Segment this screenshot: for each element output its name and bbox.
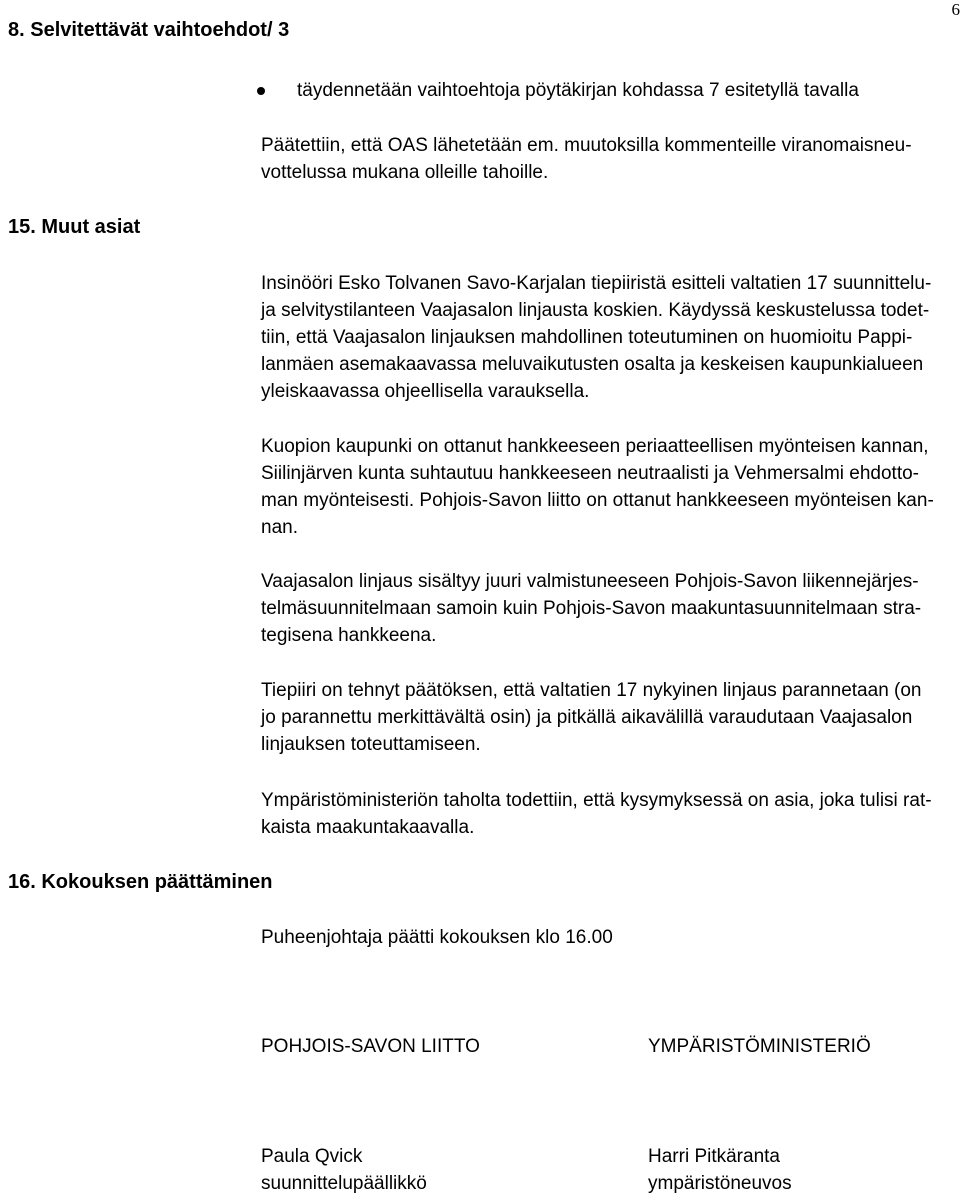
signature-org-right: YMPÄRISTÖMINISTERIÖ xyxy=(648,1036,871,1057)
bullet-text: täydennetään vaihtoehtoja pöytäkirjan kohdassa 7 esitetyllä tavalla xyxy=(297,80,859,101)
text-line: kaista maakuntakaavalla. xyxy=(261,817,475,838)
paragraph-5 xyxy=(261,787,956,841)
signature-name-left: Paula Qvick xyxy=(261,1146,363,1167)
text-line: tiin, että Vaajasalon linjauksen mahdollinen toteutuminen on huomioitu Pappi- xyxy=(261,327,913,348)
signature-org-left: POHJOIS-SAVON LIITTO xyxy=(261,1036,480,1057)
text-line: Vaajasalon linjaus sisältyy juuri valmistuneeseen Pohjois-Savon liikennejärjes- xyxy=(261,571,919,592)
text-line: jo parannettu merkittävältä osin) ja pitkällä aikavälillä varaudutaan Vaajasalon xyxy=(261,707,913,728)
text-line: nan. xyxy=(261,517,298,538)
text-line: Tiepiiri on tehnyt päätöksen, että valtatien 17 nykyinen linjaus parannetaan (on xyxy=(261,680,922,701)
text-line: man myönteisesti. Pohjois-Savon liitto on ottanut hankkeeseen myönteisen kan- xyxy=(261,490,934,511)
heading-section-16: 16. Kokouksen päättäminen xyxy=(8,871,273,893)
text-line: linjauksen toteuttamiseen. xyxy=(261,734,481,755)
text-line: Päätettiin, että OAS lähetetään em. muutoksilla kommenteille viranomaisneu- xyxy=(261,135,912,156)
page-number: 6 xyxy=(951,0,960,19)
text-line: Insinööri Esko Tolvanen Savo-Karjalan tiepiiristä esitteli valtatien 17 suunnittelu- xyxy=(261,273,932,294)
section-8-decision xyxy=(261,132,956,186)
paragraph-1 xyxy=(261,270,956,405)
text-line: tegisena hankkeena. xyxy=(261,625,437,646)
text-line: Kuopion kaupunki on ottanut hankkeeseen periaatteellisen myönteisen kannan, xyxy=(261,436,929,457)
heading-section-8: 8. Selvitettävät vaihtoehdot/ 3 xyxy=(8,19,290,41)
text-line: Siilinjärven kunta suhtautuu hankkeeseen neutraalisti ja Vehmersalmi ehdotto- xyxy=(261,463,920,484)
paragraph-2 xyxy=(261,433,956,541)
paragraph-3 xyxy=(261,568,956,649)
text-line: ja selvitystilanteen Vaajasalon linjausta koskien. Käydyssä keskustelussa todet- xyxy=(261,300,930,321)
text-line: Ympäristöministeriön taholta todettiin, että kysymyksessä on asia, joka tulisi rat- xyxy=(261,790,932,811)
signature-title-left: suunnittelupäällikkö xyxy=(261,1173,427,1194)
paragraph-4 xyxy=(261,677,956,758)
signature-name-right: Harri Pitkäranta xyxy=(648,1146,780,1167)
text-line: telmäsuunnitelmaan samoin kuin Pohjois-Savon maakuntasuunnitelmaan stra- xyxy=(261,598,922,619)
text-line: lanmäen asemakaavassa meluvaikutusten osalta ja keskeisen kaupunkialueen xyxy=(261,354,924,375)
bullet-icon xyxy=(257,87,265,95)
text-line: yleiskaavassa ohjeellisella varauksella. xyxy=(261,381,590,402)
text-line: vottelussa mukana olleille tahoille. xyxy=(261,162,549,183)
signature-title-right: ympäristöneuvos xyxy=(648,1173,792,1194)
closing-statement: Puheenjohtaja päätti kokouksen klo 16.00 xyxy=(261,927,613,948)
heading-section-15: 15. Muut asiat xyxy=(8,216,141,238)
